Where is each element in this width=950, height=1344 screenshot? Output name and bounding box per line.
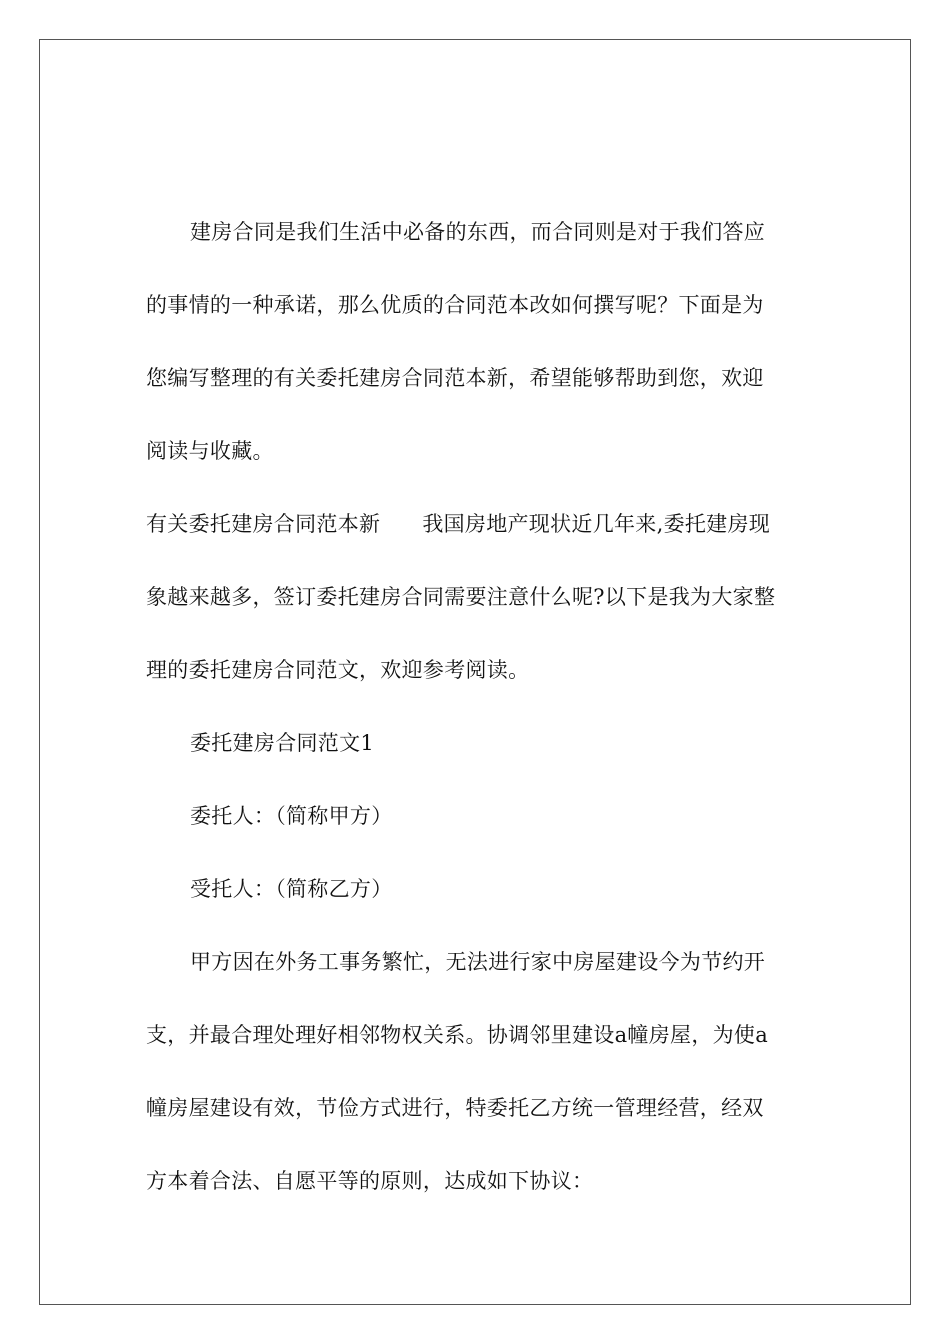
body-line-1: 象越来越多，签订委托建房合同需要注意什么呢?以下是我为大家整 xyxy=(146,585,776,609)
body-line-2: 理的委托建房合同范文，欢迎参考阅读。 xyxy=(146,658,530,682)
agreement-line-4: 方本着合法、自愿平等的原则，达成如下协议： xyxy=(146,1169,594,1193)
intro-line-3: 您编写整理的有关委托建房合同范本新，希望能够帮助到您，欢迎 xyxy=(146,366,764,390)
agreement-line-2: 支，并最合理处理好相邻物权关系。协调邻里建设a幢房屋，为使a xyxy=(146,1023,769,1047)
intro-line-2: 的事情的一种承诺，那么优质的合同范本改如何撰写呢？下面是为 xyxy=(146,293,764,317)
principal-line: 委托人：（简称甲方） xyxy=(190,804,393,828)
document-body xyxy=(146,196,814,1218)
intro-line-4: 阅读与收藏。 xyxy=(146,439,274,463)
agreement-line-3: 幢房屋建设有效，节俭方式进行，特委托乙方统一管理经营，经双 xyxy=(146,1096,764,1120)
agent-line: 受托人：（简称乙方） xyxy=(190,877,393,901)
article-heading: 有关委托建房合同范本新 xyxy=(146,512,381,536)
agreement-line-1: 甲方因在外务工事务繁忙，无法进行家中房屋建设今为节约开 xyxy=(190,950,766,974)
article-lead: 我国房地产现状近几年来,委托建房现 xyxy=(422,512,771,536)
sample-title: 委托建房合同范文1 xyxy=(190,731,375,755)
heading-line xyxy=(146,488,814,561)
intro-line-1: 建房合同是我们生活中必备的东西，而合同则是对于我们答应 xyxy=(190,220,766,244)
